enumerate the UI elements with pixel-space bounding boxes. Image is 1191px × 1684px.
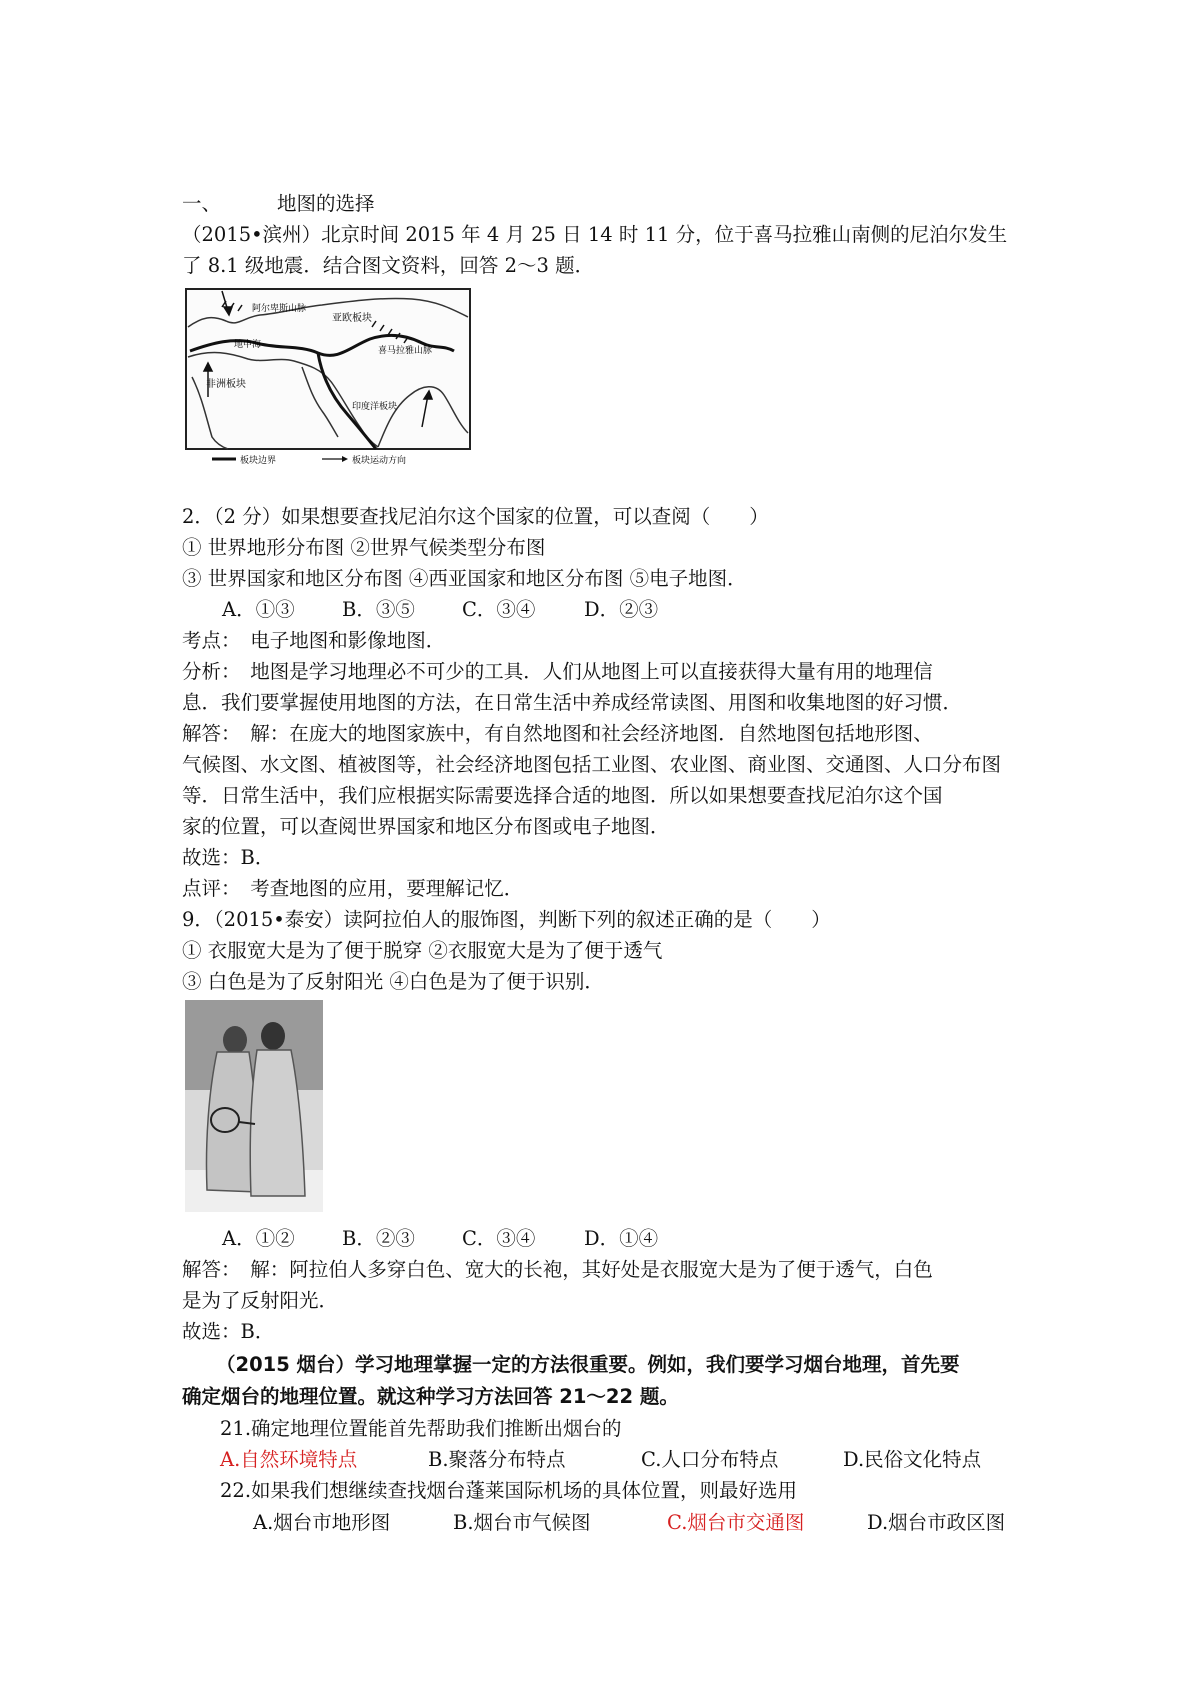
legend-boundary: 板块边界 <box>240 456 277 465</box>
intro-line-1: （2015•滨州）北京时间 2015 年 4 月 25 日 14 时 11 分，位于喜马拉雅山南侧的尼泊尔发生 <box>182 223 1008 246</box>
yantai-intro-2: 确定烟台的地理位置。就这种学习方法回答 21～22 题。 <box>182 1385 679 1408</box>
q2-options <box>222 596 658 624</box>
intro-line-2: 了 8.1 级地震．结合图文资料，回答 2～3 题． <box>182 254 595 277</box>
label-himalaya: 喜马拉雅山脉 <box>378 346 433 356</box>
q22-option-b: B.烟台市气候图 <box>453 1511 591 1534</box>
q21-stem: 21.确定地理位置能首先帮助我们推断出烟台的 <box>220 1417 622 1440</box>
q9-option-d: D．①④ <box>584 1227 659 1250</box>
q2-option-c: C．③④ <box>462 598 536 621</box>
q2-stem: 2．（2 分）如果想要查找尼泊尔这个国家的位置，可以查阅（ ） <box>182 505 769 528</box>
q2-analysis-2: 息．我们要掌握使用地图的方法，在日常生活中养成经常读图、用图和收集地图的好习惯． <box>182 691 963 714</box>
q9-option-c: C．③④ <box>462 1227 536 1250</box>
plate-map-figure <box>182 287 476 465</box>
q2-solution-3: 等．日常生活中，我们应根据实际需要选择合适的地图．所以如果想要查找尼泊尔这个国 <box>182 784 943 807</box>
q21-option-c: C.人口分布特点 <box>641 1448 779 1471</box>
q2-kaodian: 考点： 电子地图和影像地图． <box>182 629 446 652</box>
q2-option-b: B．③⑤ <box>342 598 415 621</box>
q21-option-b: B.聚落分布特点 <box>428 1448 566 1471</box>
q2-items-1: ① 世界地形分布图 ②世界气候类型分布图 <box>182 536 546 559</box>
q22-option-c: C.烟台市交通图 <box>667 1511 805 1534</box>
label-indian-plate: 印度洋板块 <box>352 402 398 412</box>
q2-answer: 故选：B． <box>182 846 275 869</box>
label-mediterranean: 地中海 <box>234 340 262 350</box>
q22-option-d: D.烟台市政区图 <box>867 1511 1006 1534</box>
q22-options <box>253 1509 1005 1537</box>
q9-options <box>222 1225 658 1253</box>
q2-items-2: ③ 世界国家和地区分布图 ④西亚国家和地区分布图 ⑤电子地图． <box>182 567 747 590</box>
q21-option-a: A.自然环境特点 <box>220 1448 358 1471</box>
label-alps: 阿尔卑斯山脉 <box>252 304 307 314</box>
q9-solution-1: 解答： 解：阿拉伯人多穿白色、宽大的长袍，其好处是衣服宽大是为了便于透气，白色 <box>182 1258 933 1281</box>
q9-option-a: A．①② <box>222 1227 295 1250</box>
q22-option-a: A.烟台市地形图 <box>253 1511 391 1534</box>
q2-option-a: A．①③ <box>222 598 295 621</box>
q9-stem: 9．（2015•泰安）读阿拉伯人的服饰图，判断下列的叙述正确的是（ ） <box>182 908 831 931</box>
q2-comment: 点评： 考查地图的应用，要理解记忆． <box>182 877 524 900</box>
label-eurasian-plate: 亚欧板块 <box>332 313 372 324</box>
q9-solution-2: 是为了反射阳光． <box>182 1289 339 1312</box>
q2-analysis-1: 分析： 地图是学习地理必不可少的工具．人们从地图上可以直接获得大量有用的地理信 <box>182 660 933 683</box>
q2-solution-4: 家的位置，可以查阅世界国家和地区分布图或电子地图． <box>182 815 670 838</box>
plate-map-image <box>182 287 476 465</box>
section-heading <box>182 190 375 218</box>
q9-items-1: ① 衣服宽大是为了便于脱穿 ②衣服宽大是为了便于透气 <box>182 939 663 962</box>
q21-option-d: D.民俗文化特点 <box>843 1448 982 1471</box>
q21-options <box>220 1446 981 1474</box>
yantai-intro-1: （2015 烟台）学习地理掌握一定的方法很重要。例如，我们要学习烟台地理，首先要 <box>216 1353 960 1376</box>
section-number: 一、 <box>182 192 222 215</box>
q22-stem: 22.如果我们想继续查找烟台蓬莱国际机场的具体位置，则最好选用 <box>220 1479 798 1502</box>
label-african-plate: 非洲板块 <box>206 379 246 390</box>
legend-motion: 板块运动方向 <box>352 456 407 465</box>
q2-solution-2: 气候图、水文图、植被图等，社会经济地图包括工业图、农业图、商业图、交通图、人口分布图 <box>182 753 1002 776</box>
arab-clothing-photo <box>185 1000 323 1212</box>
section-title: 地图的选择 <box>277 192 375 215</box>
q9-items-2: ③ 白色是为了反射阳光 ④白色是为了便于识别． <box>182 970 604 993</box>
q2-option-d: D．②③ <box>584 598 659 621</box>
q9-answer: 故选：B． <box>182 1320 275 1343</box>
q2-solution-1: 解答： 解：在庞大的地图家族中，有自然地图和社会经济地图．自然地图包括地形图、 <box>182 722 933 745</box>
q9-option-b: B．②③ <box>342 1227 415 1250</box>
